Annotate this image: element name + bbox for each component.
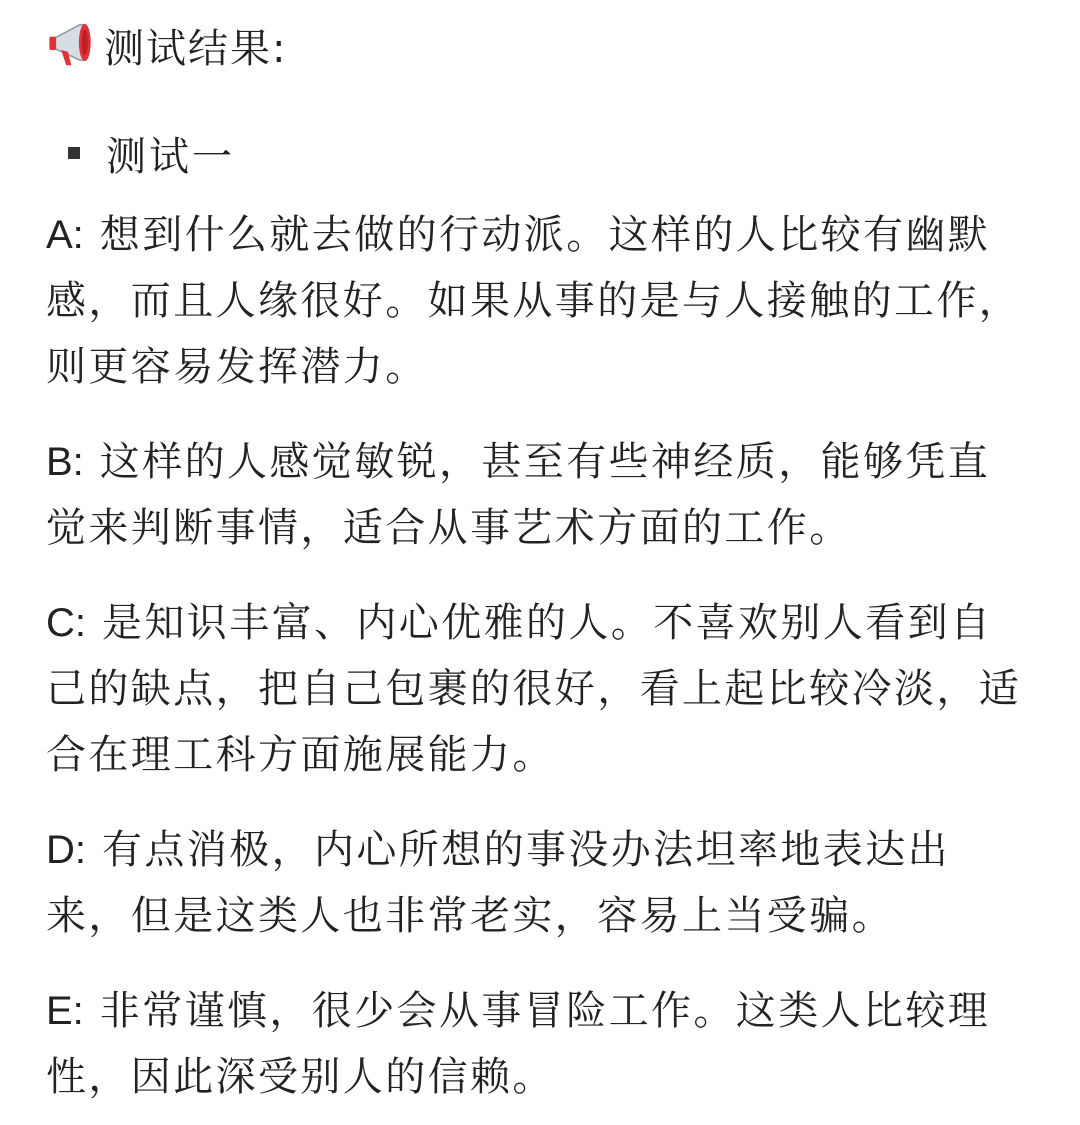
section-label: 测试一: [106, 133, 235, 180]
answer-e: [46, 978, 1030, 1110]
answer-label: D:: [46, 828, 86, 872]
page-title: 测试结果:: [104, 25, 288, 72]
bullet-icon: [68, 147, 80, 159]
answer-b: [46, 429, 1030, 561]
answer-text: 这样的人感觉敏锐，甚至有些神经质，能够凭直觉来判断事情，适合从事艺术方面的工作。: [46, 439, 991, 551]
answer-text: 有点消极，内心所想的事没办法坦率地表达出来，但是这类人也非常老实，容易上当受骗。: [46, 827, 950, 939]
answer-a: [46, 202, 1030, 400]
answer-text: 是知识丰富、内心优雅的人。不喜欢别人看到自己的缺点，把自己包裹的很好，看上起比较冷淡，适合在理工科方面施展能力。: [46, 600, 1022, 778]
megaphone-icon: [46, 18, 100, 72]
answer-text: 想到什么就去做的行动派。这样的人比较有幽默感，而且人缘很好。如果从事的是与人接触的工作，则更容易发挥潜力。: [46, 212, 1022, 390]
answer-d: [46, 817, 1030, 949]
answer-label: E:: [46, 989, 84, 1033]
answer-label: A:: [46, 213, 84, 257]
answer-text: 非常谨慎，很少会从事冒险工作。这类人比较理性，因此深受别人的信赖。: [46, 988, 991, 1100]
result-header: [46, 14, 1030, 76]
section-heading: [46, 122, 1030, 184]
answer-c: [46, 590, 1030, 788]
answer-label: C:: [46, 601, 86, 645]
answer-label: B:: [46, 440, 84, 484]
answer-list: [46, 202, 1030, 1110]
